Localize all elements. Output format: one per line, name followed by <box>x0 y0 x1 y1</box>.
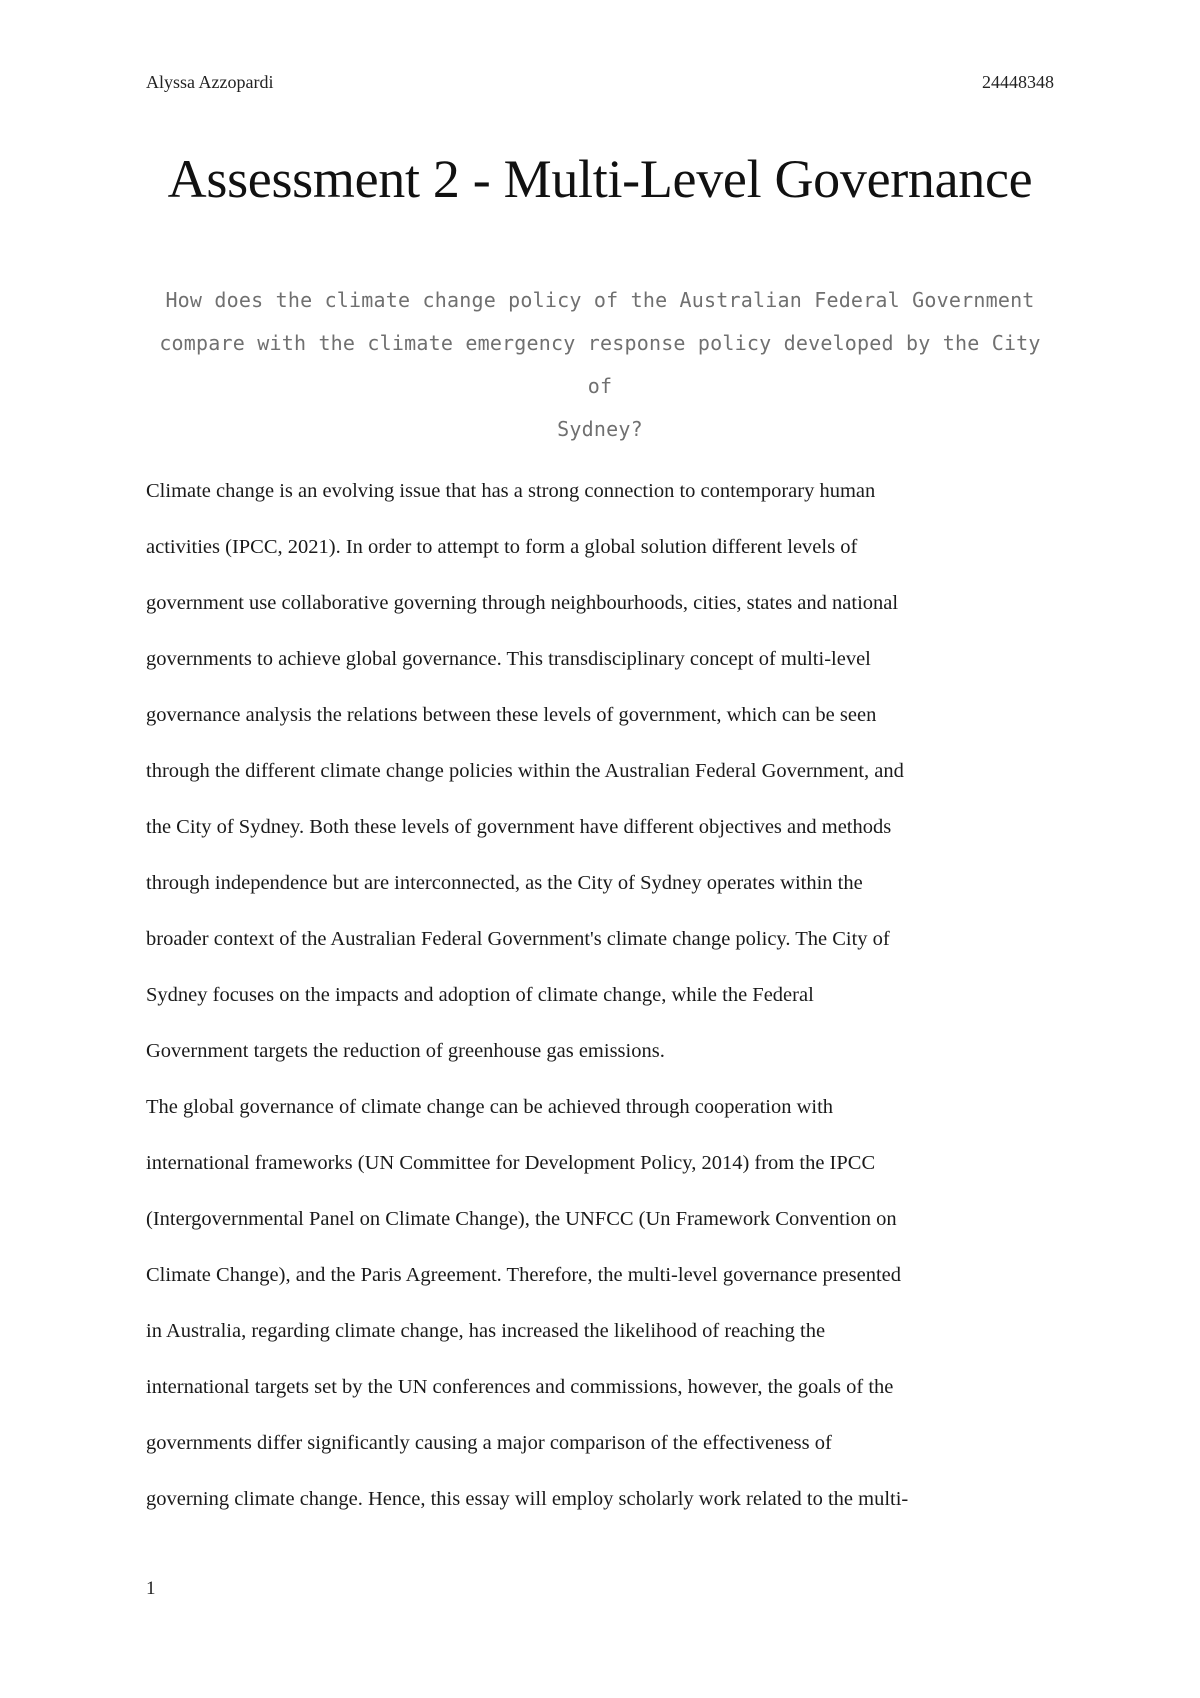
page-header <box>146 72 1054 102</box>
research-question-line: compare with the climate emergency response policy developed by the City of <box>159 331 1041 398</box>
body-line: Climate change is an evolving issue that has a strong connection to contemporary human <box>146 480 876 502</box>
body-line: international frameworks (UN Committee for Development Policy, 2014) from the IPCC <box>146 1152 876 1174</box>
body-line: The global governance of climate change can be achieved through cooperation with <box>146 1096 834 1118</box>
body-line: Government targets the reduction of greenhouse gas emissions. <box>146 1040 665 1062</box>
body-line: governing climate change. Hence, this essay will employ scholarly work related to the multi- <box>146 1488 909 1510</box>
body-line: in Australia, regarding climate change, has increased the likelihood of reaching the <box>146 1320 826 1342</box>
body-line: through the different climate change policies within the Australian Federal Government, and <box>146 760 904 782</box>
body-line: governance analysis the relations between these levels of government, which can be seen <box>146 704 877 726</box>
document-title: Assessment 2 - Multi-Level Governance <box>167 149 1033 209</box>
body-line: government use collaborative governing through neighbourhoods, cities, states and national <box>146 592 899 614</box>
body-line: governments differ significantly causing a major comparison of the effectiveness of <box>146 1432 832 1454</box>
page-number: 1 <box>146 1578 156 1599</box>
body-line: through independence but are interconnected, as the City of Sydney operates within the <box>146 872 863 894</box>
body-line: activities (IPCC, 2021). In order to attempt to form a global solution different levels of <box>146 536 858 558</box>
body-line: Climate Change), and the Paris Agreement. Therefore, the multi-level governance presented <box>146 1264 901 1286</box>
author-name: Alyssa Azzopardi <box>146 72 274 92</box>
body-line: the City of Sydney. Both these levels of government have different objectives and methods <box>146 816 892 838</box>
body-line: governments to achieve global governance. This transdisciplinary concept of multi-level <box>146 648 871 670</box>
student-id: 24448348 <box>982 72 1054 92</box>
body-line: broader context of the Australian Federal Government's climate change policy. The City of <box>146 928 890 950</box>
body-line: Sydney focuses on the impacts and adoption of climate change, while the Federal <box>146 984 814 1006</box>
essay-body <box>146 480 1066 1544</box>
research-question-line: Sydney? <box>557 417 643 441</box>
research-question <box>150 279 1050 451</box>
research-question-line: How does the climate change policy of the Australian Federal Government <box>165 288 1035 312</box>
body-line: (Intergovernmental Panel on Climate Change), the UNFCC (Un Framework Convention on <box>146 1208 897 1230</box>
body-line: international targets set by the UN conferences and commissions, however, the goals of the <box>146 1376 894 1398</box>
